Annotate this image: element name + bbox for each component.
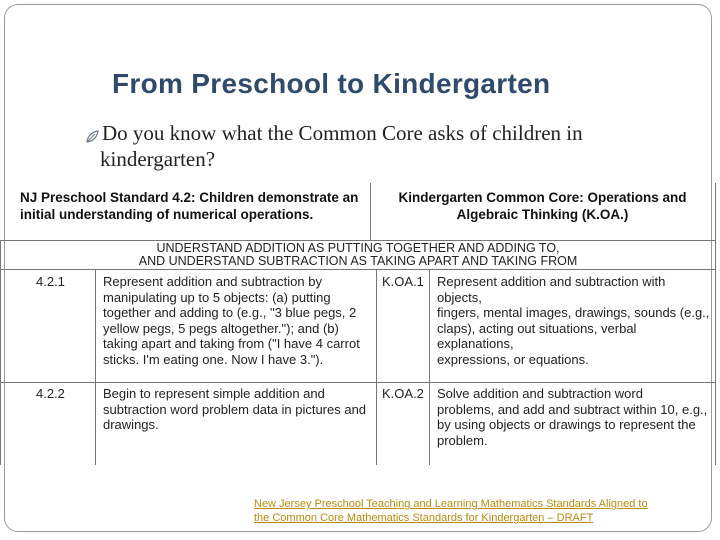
k-code-2: K.OA.2: [382, 386, 424, 401]
k-desc-2-line: problem.: [437, 432, 488, 448]
source-credit-link[interactable]: [254, 497, 694, 525]
preschool-desc-1-line: manipulating up to 5 objects: (a) putting: [103, 289, 331, 305]
table-left-edge: [0, 240, 1, 465]
kindergarten-header-line-2: Algebraic Thinking (K.OA.): [456, 207, 629, 222]
k-desc-2: [437, 386, 712, 448]
bullet-line-1: Do you know what the Common Core asks of children in: [102, 121, 583, 145]
preschool-desc-1-line: yellow pegs, 5 pegs altogether."); and (b): [103, 320, 339, 336]
cluster-band: [0, 242, 716, 268]
k-desc-1-line: Represent addition and subtraction with objects,: [437, 274, 666, 305]
preschool-desc-2: [103, 386, 371, 433]
k-desc-1-line: claps), acting out situations, verbal explanations,: [437, 320, 637, 352]
bullet-text: [102, 120, 696, 172]
k-desc-2-line: Solve addition and subtraction word: [437, 386, 643, 401]
preschool-desc-2-line: subtraction word problem data in pictures and: [103, 401, 367, 417]
preschool-desc-1: [103, 274, 371, 368]
source-credit-line-2[interactable]: the Common Core Mathematics Standards for Kindergarten – DRAFT: [254, 512, 594, 524]
band-rule: [0, 269, 716, 270]
preschool-header-line-1: NJ Preschool Standard 4.2: Children demonstrate an: [20, 190, 359, 205]
kindergarten-standard-header: [380, 189, 705, 223]
k-desc-1-line: expressions, or equations.: [437, 351, 589, 367]
kindergarten-header-line-1: Kindergarten Common Core: Operations and: [398, 190, 687, 205]
slide-title: From Preschool to Kindergarten: [112, 68, 551, 99]
preschool-standard-header: [20, 189, 365, 223]
k-desc-2-line: by using objects or drawings to represent the: [437, 417, 696, 433]
bullet-line-2: kindergarten?: [100, 147, 216, 171]
preschool-header-line-2: initial understanding of numerical operations.: [20, 207, 314, 222]
preschool-desc-1-line: together and adding to (e.g., "3 blue pegs, 2: [103, 305, 357, 321]
preschool-desc-1-line: taking apart and taking from ("I have 4 carrot: [103, 336, 360, 352]
col-divider-1: [95, 269, 96, 465]
row-rule: [0, 382, 716, 383]
col-divider-2: [376, 269, 377, 465]
preschool-desc-2-line: drawings.: [103, 417, 159, 433]
k-desc-1: [437, 274, 712, 368]
cluster-line-2: AND UNDERSTAND SUBTRACTION AS TAKING APART AND TAKING FROM: [138, 254, 578, 268]
k-code-1: K.OA.1: [382, 274, 424, 289]
preschool-desc-1-line: sticks. I'm eating one. Now I have 3.").: [103, 351, 324, 367]
cluster-line-1: UNDERSTAND ADDITION AS PUTTING TOGETHER AND ADDING TO,: [156, 241, 560, 255]
preschool-code-1: 4.2.1: [36, 274, 65, 289]
standards-table: [0, 183, 716, 465]
bullet-point: [86, 120, 696, 172]
preschool-desc-2-line: Begin to represent simple addition and: [103, 386, 325, 401]
k-desc-1-line: fingers, mental images, drawings, sounds (e.g.,: [437, 305, 710, 321]
preschool-desc-1-line: Represent addition and subtraction by: [103, 274, 322, 289]
leaf-bullet-icon: [86, 127, 99, 140]
header-divider: [370, 183, 371, 240]
col-divider-3: [429, 269, 430, 465]
table-right-edge: [715, 183, 716, 465]
preschool-code-2: 4.2.2: [36, 386, 65, 401]
k-desc-2-line: problems, and add and subtract within 10, e.g.,: [437, 401, 708, 417]
source-credit-line-1[interactable]: New Jersey Preschool Teaching and Learning Mathematics Standards Aligned to: [254, 498, 648, 510]
